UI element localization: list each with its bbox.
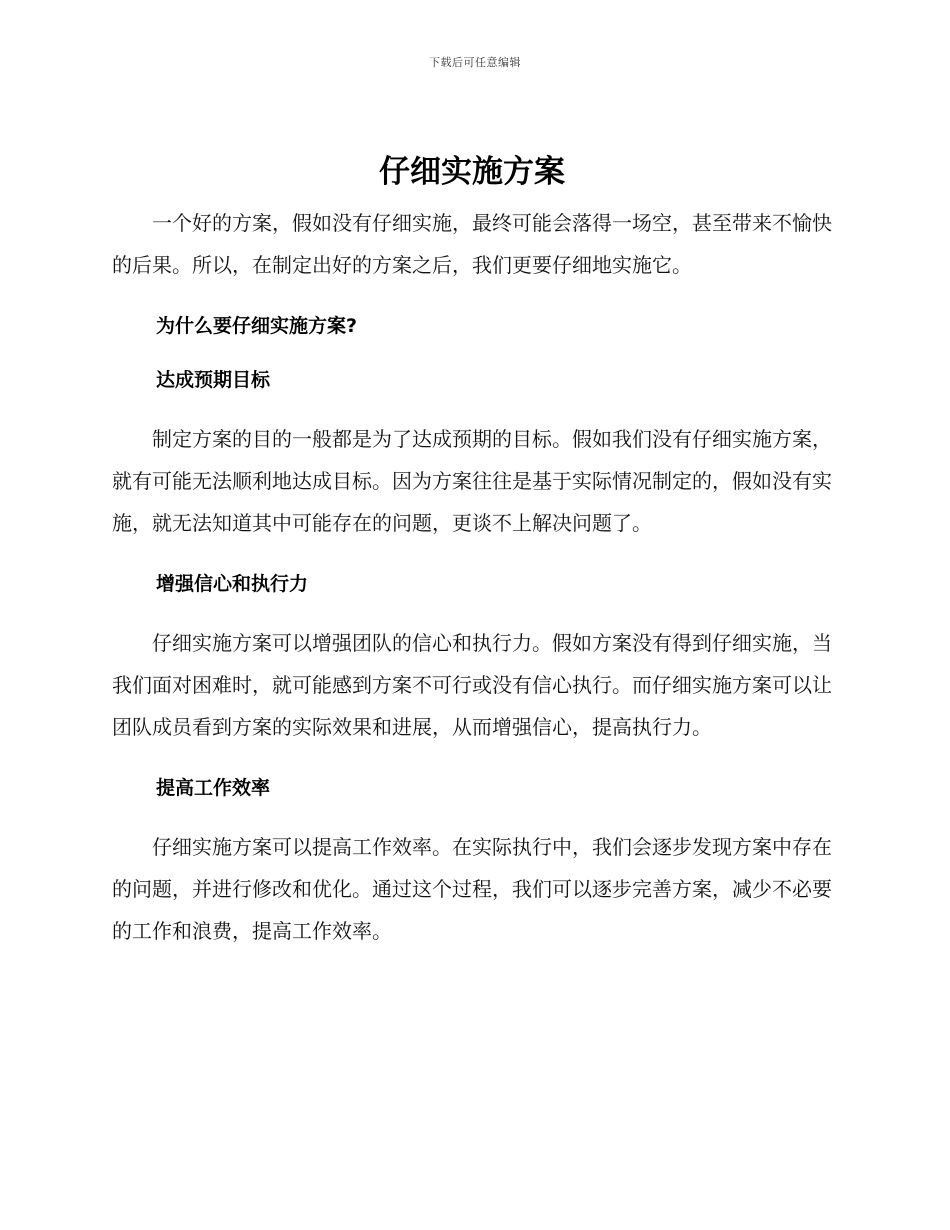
section-heading: 增强信心和执行力 (156, 573, 309, 595)
question-heading: 为什么要仔细实施方案? (156, 315, 358, 337)
section-efficiency (112, 774, 832, 952)
section-paragraph: 制定方案的目的一般都是为了达成预期的目标。假如我们没有仔细实施方案，就有可能无法顺利地达成目标。因为方案往往是基于实际情况制定的，假如没有实施，就无法知道其中可能存在的问题，更谈不上解决问题了。 (112, 427, 832, 535)
section-paragraph: 仔细实施方案可以提高工作效率。在实际执行中，我们会逐步发现方案中存在的问题，并进行修改和优化。通过这个过程，我们可以逐步完善方案，减少不必要的工作和浪费，提高工作效率。 (112, 835, 832, 943)
document-content (112, 148, 832, 952)
page-title: 仔细实施方案 (379, 154, 565, 190)
intro-paragraph: 一个好的方案，假如没有仔细实施，最终可能会落得一场空，甚至带来不愉快的后果。所以，在制定出好的方案之后，我们更要仔细地实施它。 (112, 211, 832, 277)
section-goals (112, 366, 832, 544)
header-note: 下载后可任意编辑 (429, 56, 521, 69)
section-paragraph: 仔细实施方案可以增强团队的信心和执行力。假如方案没有得到仔细实施，当我们面对困难时，就可能感到方案不可行或没有信心执行。而仔细实施方案可以让团队成员看到方案的实际效果和进展，从而增强信心，提高执行力。 (112, 631, 832, 739)
section-confidence (112, 570, 832, 748)
section-heading: 提高工作效率 (156, 777, 271, 799)
section-heading: 达成预期目标 (156, 369, 271, 391)
